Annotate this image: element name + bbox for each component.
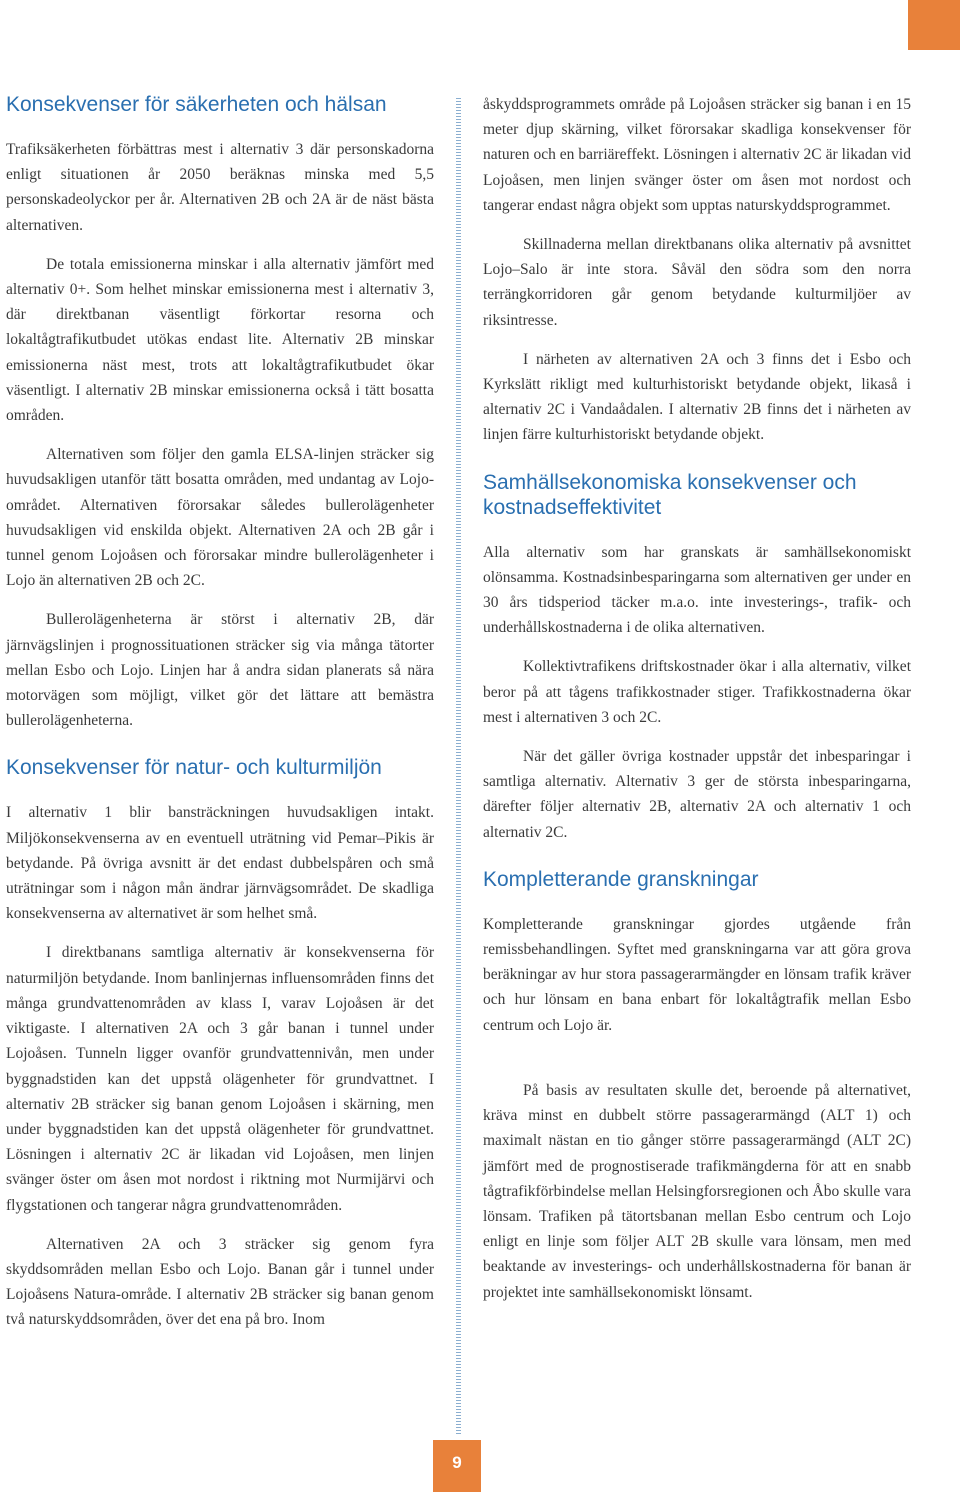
paragraph: I alternativ 1 blir bansträckningen huvudsakligen intakt. Miljökonsekvenserna av en eventuell uträtning vid Pemar–Pikis är betydande. På övriga avsnitt är det endast dubbelspåren och små uträtningar som i någon mån ändrar järnvägsområdet. De skadliga konsekvenserna av alternativet är som helhet små. [6,804,434,923]
corner-tab [908,0,960,50]
paragraph: På basis av resultaten skulle det, beroende på alternativet, kräva minst en dubbelt större passagerarmängd (ALT 1) och maximalt nästan en tio gånger större passagerarmängd (ALT 2C) jämfört med de prognostiserade trafikmängderna för att en snabb tågtrafikförbindelse mellan Helsingforsregionen och Åbo skulle vara lönsam. Trafiken på tätortsbanan mellan Esbo centrum och Lojo enligt en linje som följer ALT 2B skulle vara lönsam, men med beaktande av investerings- och underhållskostnaderna för banan är projektet inte samhällsekonomiskt lönsamt. [483,1081,911,1301]
paragraph: Kompletterande granskningar gjordes utgående från remissbehandlingen. Syftet med granskningarna var att göra grova beräkningar av hur stora passagerarmängder en lönsam trafik kräver och hur lönsam en bana enbart för lokaltågtrafik mellan Esbo centrum och Lojo är. [483,915,911,1034]
page-number: 9 [433,1440,481,1492]
heading-socioeconomic: Samhällsekonomiska konsekvenser och kostnadseffektivitet [483,470,857,519]
paragraph: Trafiksäkerheten förbättras mest i alternativ 3 där personskadorna enligt situationen år 2050 beräknas minska med 5,5 personskadeolyckor per år. Alternativen 2B och 2A är de näst bästa alternativen. [6,141,434,234]
column-divider [456,98,461,1436]
heading-complementary-reviews: Kompletterande granskningar [483,867,759,891]
paragraph: Bullerolägenheterna är störst i alternativ 2B, där järnvägslinjen i prognossituationen sträcker sig via många tätorter mellan Esbo och Lojo. Linjen har å andra sidan planerats så nära motorvägen som möjligt, vilket gör det lättare att bemästra bullerolägenheterna. [6,611,434,730]
heading-nature-culture: Konsekvenser för natur- och kulturmiljön [6,756,382,780]
left-column [6,92,434,1333]
right-column [483,92,911,1305]
paragraph: Kollektivtrafikens driftskostnader ökar i alla alternativ, vilket beror på att tågens trafikkostnader stiger. Trafikkostnaderna ökar mest i alternativen 3 och 2C. [483,658,911,726]
paragraph: I närheten av alternativen 2A och 3 finns det i Esbo och Kyrkslätt rikligt med kulturhistoriskt betydande objekt, likaså i alternativ 2C i Vandaådalen. I alternativ 2B finns det i närheten av linjen färre kulturhistoriskt betydande objekt. [483,350,911,444]
paragraph: Alla alternativ som har granskats är samhällsekonomiskt olönsamma. Kostnadsinbesparingarna som alternativen ger under en 30 års tidsperiod täcker m.a.o. inte investerings-, trafik- och underhållskostnaderna i de olika alternativen. [483,543,911,637]
paragraph: Alternativen som följer den gamla ELSA-linjen sträcker sig huvudsakligen utanför tätt bosatta områden, med undantag av Lojo-området. Alternativen förorsakar således bullerolägenheter huvudsakligen vid enskilda objekt. Alternativen 2A och 2B går i tunnel genom Lojoåsen och förorsakar mindre bullerolägenheter i Lojo än alternativen 2B och 2C. [6,446,434,590]
paragraph: De totala emissionerna minskar i alla alternativ jämfört med alternativ 0+. Som helhet minskar emissionerna mest i alternativ 3, där direktbanan väsentligt förkortar resorna och lokaltågtrafikutbudet utökas endast lite. Alternativ 2B minskar emissionerna näst mest, trots att lokaltågtrafikutbudet ökar väsentligt. I alternativ 2B minskar emissionerna också i tätt bosatta områden. [6,255,434,425]
heading-safety-health: Konsekvenser för säkerheten och hälsan [6,93,387,116]
paragraph: åskyddsprogrammets område på Lojoåsen sträcker sig banan i en 15 meter djup skärning, vilket förorsakar skadliga konsekvenser för naturen och en barriäreffekt. Lösningen i alternativ 2C är likadan vid Lojoåsen, men linjen svänger öster om åsen mot nordost och tangerar endast några objekt som upptas naturskyddsprogrammet. [483,96,911,214]
paragraph: Alternativen 2A och 3 sträcker sig genom fyra skyddsområden mellan Esbo och Lojo. Banan går i tunnel under Lojoåsens Natura-område. I alternativ 2B sträcker sig banan genom två naturskyddsområden, över det ena på bro. Inom [6,1235,434,1329]
paragraph: Skillnaderna mellan direktbanans olika alternativ på avsnittet Lojo–Salo är inte stora. Såväl den södra som den norra terrängkorridoren går genom betydande kulturmiljöer av riksintresse. [483,236,911,329]
paragraph: När det gäller övriga kostnader uppstår det inbesparingar i samtliga alternativ. Alternativ 3 ger de största inbesparingarna, därefter följer alternativ 2B, alternativ 2A och alternativ 1 och alternativ 2C. [483,748,911,841]
paragraph: I direktbanans samtliga alternativ är konsekvenserna för naturmiljön betydande. Inom banlinjernas influensområden finns det många grundvattenområden av klass I, varav Lojoåsen är det viktigaste. I alternativen 2A och 3 går banan i tunnel under Lojoåsen. Tunneln ligger ovanför grundvattennivån, men under byggnadstiden kan det uppstå olägenheter för grundvattnet. I alternativ 2B sträcker sig banan genom Lojoåsen i skärning, men under byggnadstiden kan det uppstå olägenheter för grundvattnet. Lösningen i alternativ 2C är likadan vid Lojoåsen, men linjen svänger öster om åsen mot nordost i riktning mot Nurmijärvi och flygstationen och tangerar några grundvattenområden. [6,944,434,1214]
